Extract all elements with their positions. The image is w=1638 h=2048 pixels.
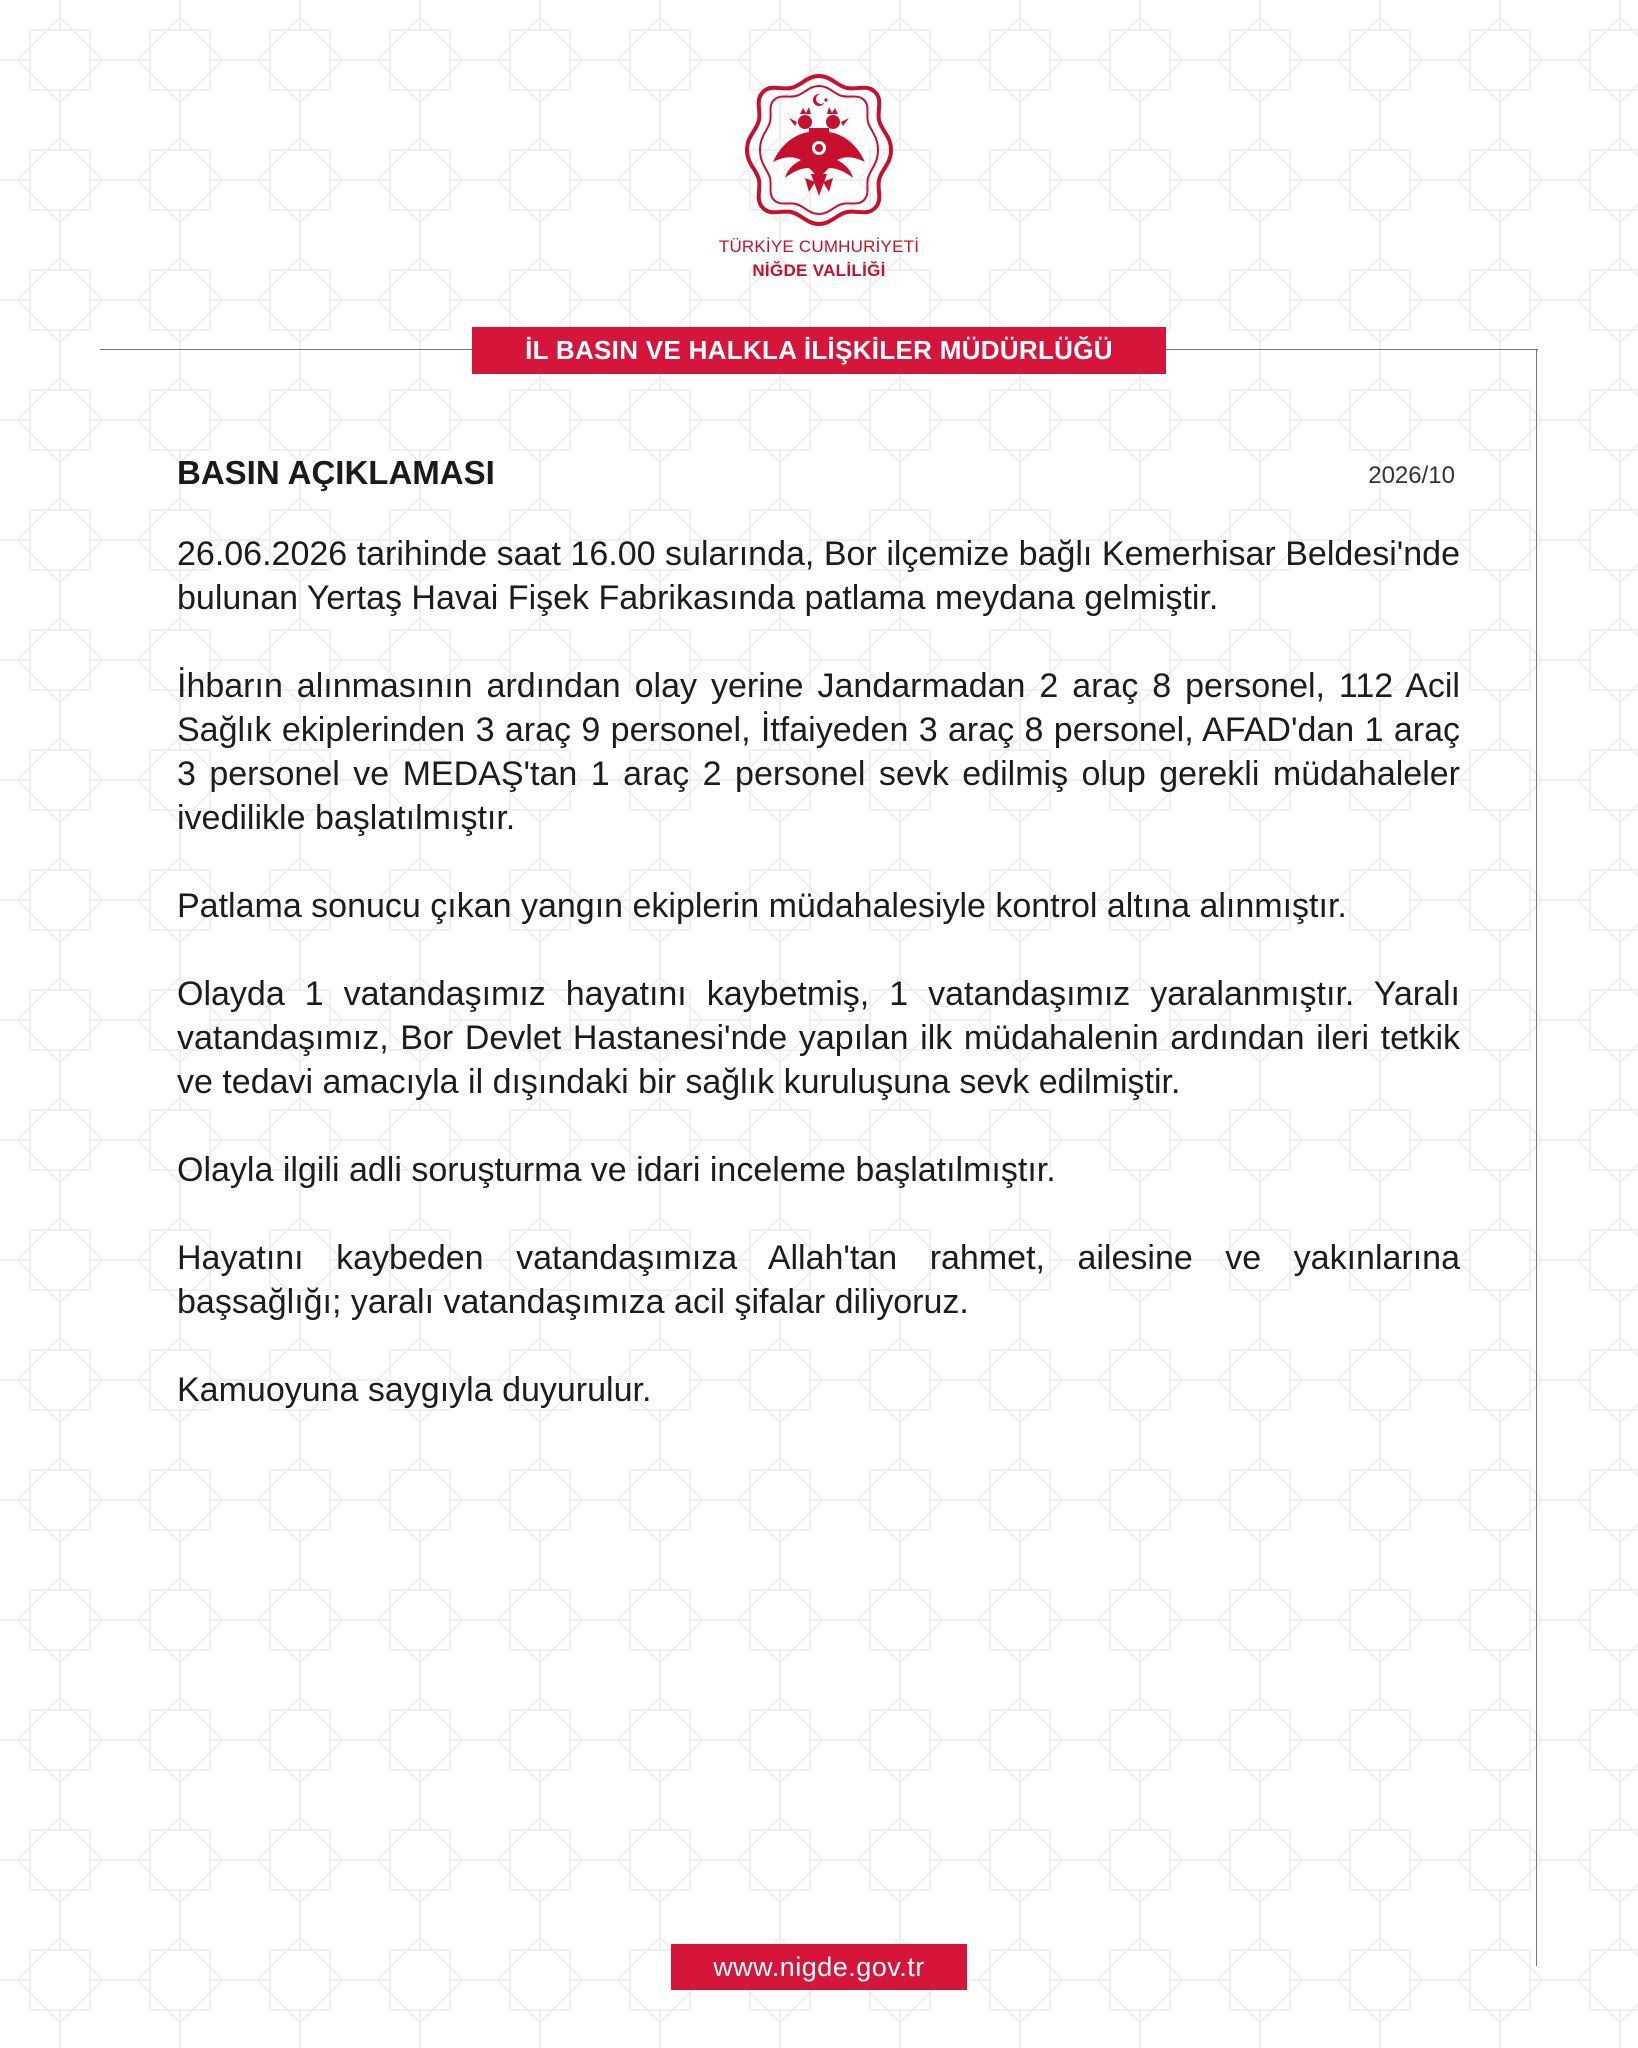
org-name-line1: TÜRKİYE CUMHURİYETİ (718, 237, 920, 256)
department-banner: İL BASIN VE HALKLA İLİŞKİLER MÜDÜRLÜĞÜ (472, 327, 1166, 374)
paragraph-5: Olayla ilgili adli soruşturma ve idari inceleme başlatılmıştır. (177, 1151, 1056, 1189)
paragraph-2: İhbarın alınmasının ardından olay yerine Jandarmadan 2 araç 8 personel, 112 Acil Sağlık ekiplerinden 3 araç 9 personel, İtfaiyeden 3 araç 8 personel, AFAD'dan 1 araç 3 personel ve MEDAŞ'tan 1 araç 2 personel sevk edilmiş olup gerekli müdahaleler ivedilikle başlatılmıştır. (177, 667, 1460, 837)
frame-top-left-line (100, 349, 472, 350)
seljuk-eagle-emblem-icon (739, 70, 899, 230)
document-title: BASIN AÇIKLAMASI (177, 454, 495, 491)
frame-top-right-line (1166, 349, 1538, 350)
org-name-line2: NİĞDE VALİLİĞİ (752, 261, 886, 280)
website-badge: www.nigde.gov.tr (671, 1944, 967, 1990)
paragraph-1: 26.06.2026 tarihinde saat 16.00 sularında, Bor ilçemize bağlı Kemerhisar Beldesi'nde bulunan Yertaş Havai Fişek Fabrikasında patlama meydana gelmiştir. (177, 535, 1460, 617)
paragraph-6: Hayatını kaybeden vatandaşımıza Allah'tan rahmet, ailesine ve yakınlarına başsağlığı; yaralı vatandaşımıza acil şifalar diliyoruz. (177, 1239, 1460, 1321)
document-number: 2026/10 (1368, 462, 1455, 489)
paragraph-7: Kamuoyuna saygıyla duyurulur. (177, 1371, 652, 1409)
frame-right-line (1536, 349, 1537, 1966)
paragraph-3: Patlama sonucu çıkan yangın ekiplerin müdahalesiyle kontrol altına alınmıştır. (177, 887, 1347, 925)
paragraph-4: Olayda 1 vatandaşımız hayatını kaybetmiş, 1 vatandaşımız yaralanmıştır. Yaralı vatandaşımız, Bor Devlet Hastanesi'nde yapılan ilk müdahalenin ardından ileri tetkik ve tedavi amacıyla il dışındaki bir sağlık kuruluşuna sevk edilmiştir. (177, 975, 1460, 1101)
document-body (177, 532, 1460, 1456)
